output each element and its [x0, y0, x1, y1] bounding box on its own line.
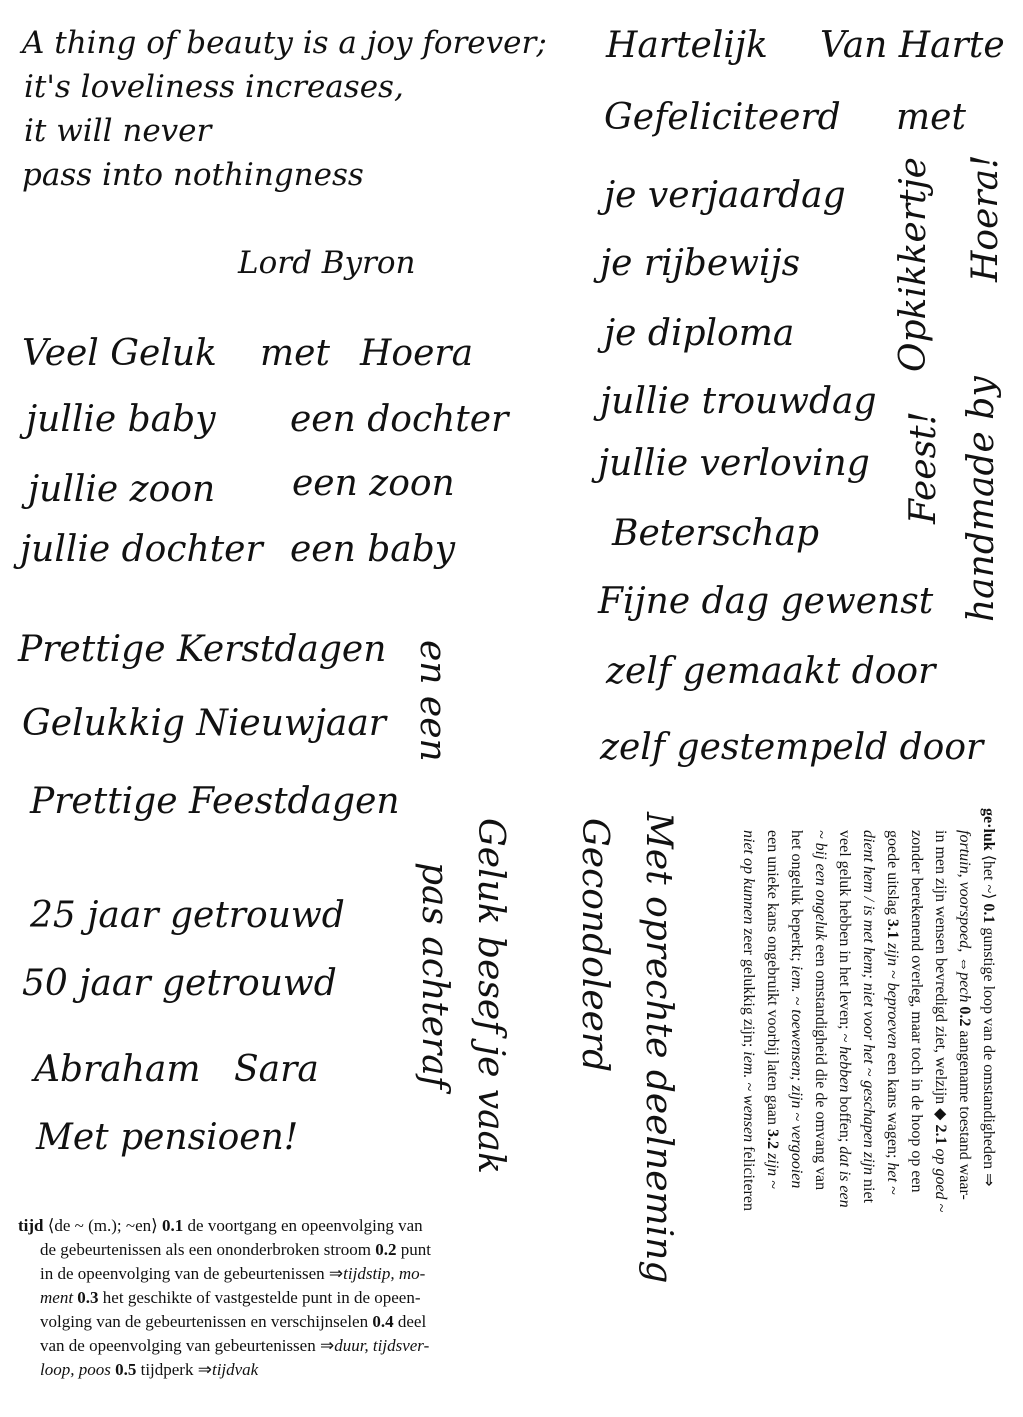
- tijd-sense-02: 0.2: [375, 1240, 397, 1259]
- stamp-prettige-feestdagen: Prettige Feestdagen: [30, 781, 400, 822]
- stamp-zelf-gemaakt: zelf gemaakt door: [606, 651, 936, 692]
- stamp-je-verjaardag: je verjaardag: [604, 175, 846, 216]
- stamp-jullie-verloving: jullie verloving: [598, 443, 870, 484]
- stamp-gecondoleerd: Gecondoleerd: [574, 818, 615, 1073]
- tijd-ital-04: duur, tijdsver-: [334, 1336, 430, 1355]
- stamp-hoera: Hoera: [360, 333, 474, 374]
- stamp-hoera-excl: Hoera!: [965, 154, 1006, 282]
- geluk-text-02b: in men zijn wensen bevredigd ziet, welzijn ◆: [932, 830, 949, 1121]
- geluk-headword: ge·luk: [980, 808, 997, 851]
- geluk-sense-02: 0.2: [956, 1006, 973, 1027]
- geluk-ital-31: zijn ~ beproeven: [884, 942, 901, 1049]
- tijd-grammar: ⟨de ~ (m.); ~en⟩: [47, 1216, 158, 1235]
- geluk-sense-01: 0.1: [980, 903, 997, 924]
- tijd-ital-02: tijdstip, mo-: [343, 1264, 426, 1283]
- tijd-ital-04b: loop, poos: [40, 1360, 111, 1379]
- quote-line-4: pass into nothingness: [22, 157, 364, 193]
- geluk-text-21: zonder berekenend overleg, maar toch in de hoop op een: [908, 830, 925, 1193]
- stamp-zelf-gestempeld: zelf gestempeld door: [600, 727, 984, 768]
- tijd-text-01: de voortgang en opeenvolging van: [187, 1216, 423, 1235]
- geluk-ital-31e: dat is een: [836, 1146, 853, 1208]
- geluk-sense-32: 3.2: [764, 1129, 781, 1150]
- stamp-opkikkertje: Opkikkertje: [893, 157, 934, 372]
- tijd-text-02: punt: [400, 1240, 431, 1259]
- geluk-text-32b: feliciteren: [740, 1146, 757, 1211]
- geluk-ital-01b: pech: [956, 972, 973, 1003]
- tijd-text-05: tijdperk ⇒: [140, 1360, 212, 1379]
- stamp-prettige-kerstdagen: Prettige Kerstdagen: [18, 629, 387, 670]
- geluk-ital-31g: iem. ~ toewensen; zijn ~ vergooien: [788, 965, 805, 1189]
- stamp-een-dochter: een dochter: [290, 399, 509, 440]
- stamp-jullie-trouwdag: jullie trouwdag: [600, 381, 877, 422]
- geluk-text-01b: ⇔: [956, 956, 973, 973]
- geluk-text-32: zeer gelukkig zijn;: [740, 928, 757, 1048]
- quote-line-3: it will never: [24, 113, 212, 149]
- stamp-een-zoon: een zoon: [292, 463, 455, 504]
- geluk-ital-21: op goed ~: [932, 1148, 949, 1213]
- stamp-je-diploma: je diploma: [604, 313, 795, 354]
- tijd-sense-01: 0.1: [162, 1216, 184, 1235]
- geluk-text-02: aangename toestand waar-: [956, 1030, 973, 1200]
- stamp-hartelijk: Hartelijk: [606, 25, 768, 66]
- quote-line-1: A thing of beauty is a joy forever;: [22, 25, 547, 61]
- geluk-ital-31b: het ~: [884, 1162, 901, 1195]
- stamp-met-left: met: [260, 333, 330, 374]
- tijd-sense-03: 0.3: [77, 1288, 99, 1307]
- tijd-text-04: deel: [397, 1312, 427, 1331]
- geluk-sense-31: 3.1: [884, 918, 901, 939]
- stamp-25-jaar: 25 jaar getrouwd: [30, 895, 345, 936]
- stamp-beterschap: Beterschap: [612, 513, 820, 554]
- geluk-text-31g: het ongeluk beperkt;: [788, 830, 805, 962]
- tijd-sense-04: 0.4: [372, 1312, 394, 1331]
- tijd-headword: tijd: [18, 1216, 44, 1235]
- geluk-ital-01: fortuin, voorspoed,: [956, 830, 973, 953]
- stamp-jullie-dochter: jullie dochter: [20, 529, 263, 570]
- stamp-en-een: en een: [412, 640, 453, 762]
- stamp-gelukkig-nieuwjaar: Gelukkig Nieuwjaar: [22, 703, 387, 744]
- quote-author: Lord Byron: [238, 245, 416, 281]
- geluk-text-31f: een omstandigheid die de omvang van: [812, 944, 829, 1191]
- stamp-jullie-baby: jullie baby: [26, 399, 216, 440]
- stamp-met-pensioen: Met pensioen!: [36, 1117, 299, 1158]
- tijd-ital-02b: ment: [40, 1288, 74, 1307]
- tijd-text-02b: in de opeenvolging van de gebeurtenissen ⇒: [40, 1264, 344, 1283]
- stamp-fijne-dag: Fijne dag gewenst: [598, 581, 934, 622]
- geluk-text-31c: niet: [860, 1179, 877, 1204]
- stamp-feest: Feest!: [903, 410, 944, 524]
- dictionary-entry-tijd: [18, 1214, 431, 1382]
- stamp-gefeliciteerd: Gefeliciteerd: [604, 97, 841, 138]
- tijd-text-03b: volging van de gebeurtenissen en verschijnselen: [40, 1312, 369, 1331]
- stamp-handmade-by: handmade by: [961, 376, 1002, 622]
- quote-line-2: it's loveliness increases,: [24, 69, 404, 105]
- geluk-grammar: ⟨het ~⟩: [980, 854, 997, 900]
- tijd-ital-05: tijdvak: [211, 1360, 259, 1379]
- geluk-text-31: een kans wagen;: [884, 1052, 901, 1159]
- geluk-text-31h: een unieke kans ongebruikt voorbij laten gaan: [764, 830, 781, 1126]
- geluk-ital-31f: ~ bij een ongeluk: [812, 830, 829, 941]
- stamp-sara: Sara: [234, 1049, 319, 1090]
- geluk-ital-32c: iem. ~ wensen: [740, 1051, 757, 1143]
- geluk-sense-21: 2.1: [932, 1124, 949, 1145]
- stamp-50-jaar: 50 jaar getrouwd: [22, 963, 337, 1004]
- stamp-veel-geluk: Veel Geluk: [22, 333, 217, 374]
- geluk-text-21b: goede uitslag: [884, 830, 901, 915]
- stamp-geluk-besef: Geluk besef je vaak: [470, 818, 511, 1174]
- tijd-sense-05: 0.5: [115, 1360, 137, 1379]
- tijd-text-03: het geschikte of vastgestelde punt in de opeen-: [102, 1288, 421, 1307]
- stamp-je-rijbewijs: je rijbewijs: [600, 243, 801, 284]
- geluk-text-31e: boffen;: [836, 1096, 853, 1143]
- tijd-text-04b: van de opeenvolging van gebeurtenissen ⇒: [40, 1336, 335, 1355]
- dictionary-entry-geluk: [736, 808, 1000, 1212]
- stamp-oprechte-deelneming: Met oprechte deelneming: [638, 812, 679, 1284]
- geluk-ital-31d: ~ hebben: [836, 1033, 853, 1093]
- tijd-text-01b: de gebeurtenissen als een ononderbroken stroom: [40, 1240, 371, 1259]
- stamp-van-harte: Van Harte: [820, 25, 1005, 66]
- geluk-text-01: gunstige loop van de omstandigheden ⇒: [980, 927, 997, 1187]
- geluk-text-31d: veel geluk hebben in het leven;: [836, 830, 853, 1030]
- geluk-ital-32: zijn ~: [764, 1153, 781, 1189]
- stamp-met-right: met: [896, 97, 966, 138]
- stamp-jullie-zoon: jullie zoon: [28, 469, 216, 510]
- geluk-ital-32b: niet op kunnen: [740, 830, 757, 925]
- stamp-een-baby: een baby: [290, 529, 456, 570]
- stamp-abraham: Abraham: [34, 1049, 201, 1090]
- stamp-pas-achteraf: pas achteraf: [414, 862, 455, 1090]
- geluk-ital-31c: dient hem / is met hem; niet voor het ~ geschapen zijn: [860, 830, 877, 1176]
